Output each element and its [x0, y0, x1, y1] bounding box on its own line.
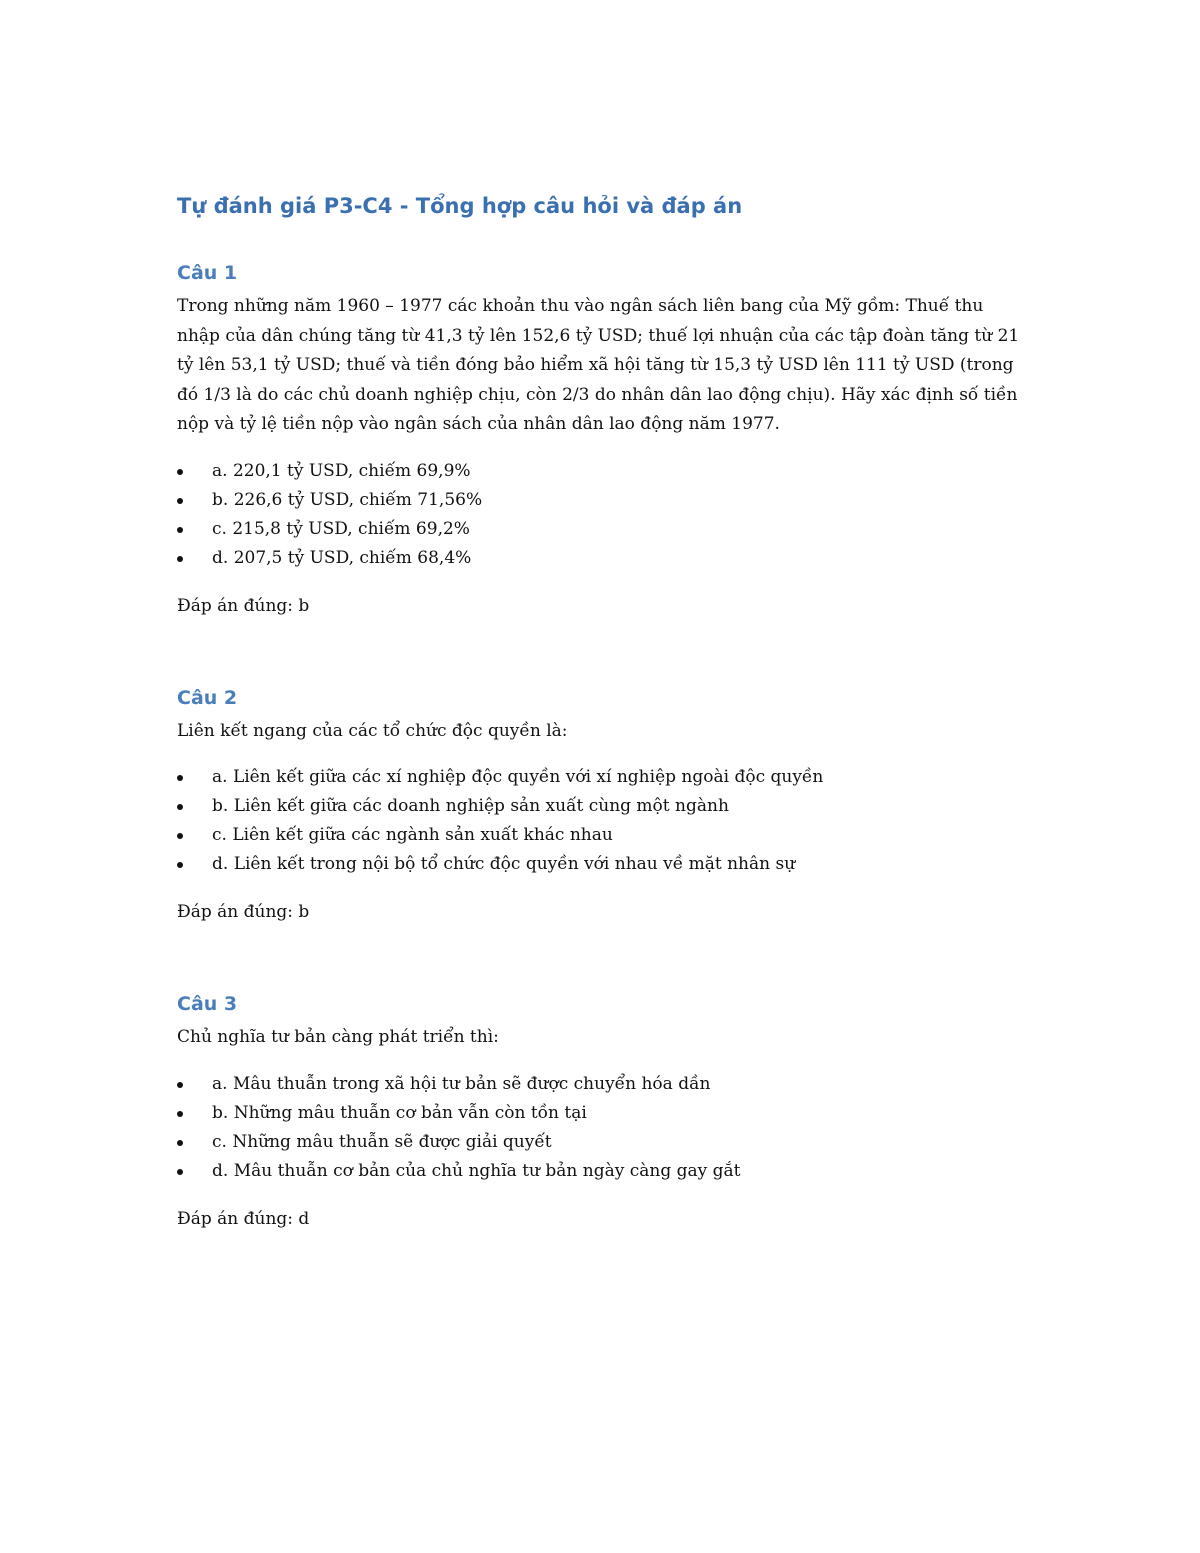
- question-heading: Câu 2: [177, 686, 238, 709]
- option-label: a. Mâu thuẫn trong xã hội tư bản sẽ được chuyển hóa dần: [212, 1073, 711, 1094]
- option-item: [177, 821, 1027, 850]
- option-item: [177, 850, 1027, 879]
- option-item: [177, 1070, 1027, 1099]
- question-1: [177, 258, 1027, 621]
- option-label: b. 226,6 tỷ USD, chiếm 71,56%: [212, 489, 483, 510]
- option-label: b. Liên kết giữa các doanh nghiệp sản xuất cùng một ngành: [212, 796, 729, 816]
- option-label: b. Những mâu thuẫn cơ bản vẫn còn tồn tại: [212, 1102, 587, 1123]
- answer-text: Đáp án đúng: b: [177, 595, 310, 616]
- option-item: [177, 515, 1027, 544]
- option-item: [177, 544, 1027, 573]
- answer-text: Đáp án đúng: b: [177, 902, 310, 922]
- bullet-icon: [177, 498, 183, 504]
- answer-text: Đáp án đúng: d: [177, 1208, 310, 1229]
- option-item: [177, 457, 1027, 486]
- bullet-icon: [177, 775, 183, 781]
- bullet-icon: [177, 862, 183, 868]
- question-2: [177, 683, 1027, 928]
- option-label: a. Liên kết giữa các xí nghiệp độc quyền với xí nghiệp ngoài độc quyền: [212, 767, 824, 787]
- option-label: c. 215,8 tỷ USD, chiếm 69,2%: [212, 518, 470, 539]
- option-item: [177, 1157, 1027, 1186]
- option-label: d. Mâu thuẫn cơ bản của chủ nghĩa tư bản ngày càng gay gắt: [212, 1160, 741, 1181]
- section-spacer: [177, 621, 1027, 683]
- option-label: c. Những mâu thuẫn sẽ được giải quyết: [212, 1131, 552, 1152]
- option-list: [177, 457, 1027, 573]
- option-label: c. Liên kết giữa các ngành sản xuất khác nhau: [212, 825, 613, 845]
- bullet-icon: [177, 1111, 183, 1117]
- bullet-icon: [177, 804, 183, 810]
- option-item: [177, 763, 1027, 792]
- question-text: Liên kết ngang của các tổ chức độc quyền là:: [177, 720, 568, 741]
- option-item: [177, 486, 1027, 515]
- question-heading: Câu 3: [177, 993, 238, 1015]
- bullet-icon: [177, 1140, 183, 1146]
- option-label: d. 207,5 tỷ USD, chiếm 68,4%: [212, 547, 472, 568]
- document-title: Tự đánh giá P3-C4 - Tổng hợp câu hỏi và đáp án: [177, 194, 743, 218]
- option-item: [177, 1128, 1027, 1157]
- option-item: [177, 1099, 1027, 1128]
- bullet-icon: [177, 833, 183, 839]
- question-3: [177, 989, 1027, 1234]
- document-page: [177, 188, 1027, 1234]
- option-label: a. 220,1 tỷ USD, chiếm 69,9%: [212, 460, 471, 481]
- bullet-icon: [177, 469, 183, 475]
- bullet-icon: [177, 556, 183, 562]
- bullet-icon: [177, 1082, 183, 1088]
- question-text: Trong những năm 1960 – 1977 các khoản thu vào ngân sách liên bang của Mỹ gồm: Thuế thu nhập của dân chúng tăng từ 41,3 tỷ lên 152,6 tỷ USD; thuế lợi nhuận của các tập đoàn tăng từ 21 tỷ lên 53,1 tỷ USD; thuế và tiền đóng bảo hiểm xã hội tăng từ 15,3 tỷ USD lên 111 tỷ USD (trong đó 1/3 là do các chủ doanh nghiệp chịu, còn 2/3 do nhân dân lao động chịu). Hãy xác định số tiền nộp và tỷ lệ tiền nộp vào ngân sách của nhân dân lao động năm 1977.: [177, 296, 1020, 434]
- bullet-icon: [177, 1169, 183, 1175]
- option-list: [177, 1070, 1027, 1186]
- option-label: d. Liên kết trong nội bộ tổ chức độc quyền với nhau về mặt nhân sự: [212, 854, 796, 874]
- option-list: [177, 763, 1027, 879]
- question-heading: Câu 1: [177, 262, 238, 284]
- section-spacer: [177, 927, 1027, 989]
- option-item: [177, 792, 1027, 821]
- bullet-icon: [177, 527, 183, 533]
- question-text: Chủ nghĩa tư bản càng phát triển thì:: [177, 1027, 499, 1047]
